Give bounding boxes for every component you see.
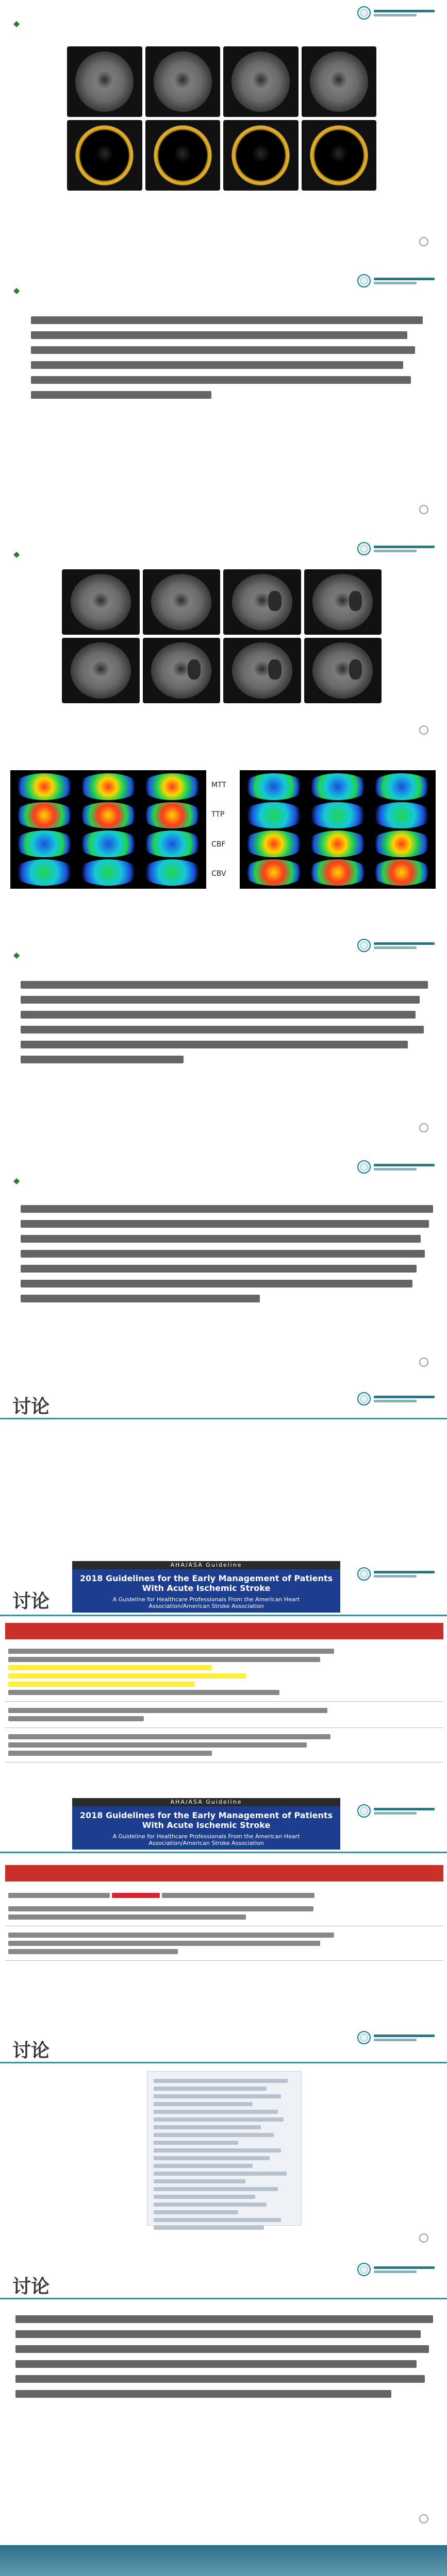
rec-level	[397, 1642, 443, 1702]
rec-level	[397, 1926, 443, 1961]
wechat-watermark-icon	[419, 725, 428, 735]
perfusion-map	[13, 859, 75, 886]
perfusion-map	[141, 831, 203, 857]
slide-title	[13, 547, 23, 560]
discharge-line	[21, 1011, 416, 1019]
perfusion-map	[371, 773, 433, 800]
wechat-watermark-icon	[419, 2514, 428, 2523]
guideline-subtitle: A Guideline for Healthcare Professionals From the American Heart Association/American Stroke Association	[112, 1833, 300, 1846]
time-window-band	[5, 1865, 443, 1882]
exam-line	[31, 346, 415, 354]
hospital-logo-icon	[357, 938, 435, 953]
hospital-logo-icon	[357, 2262, 435, 2277]
guideline-header	[72, 1798, 340, 1850]
time-window-band	[5, 1623, 443, 1639]
ct-slice	[223, 638, 301, 703]
wechat-watermark	[419, 1358, 432, 1367]
hospital-logo-icon	[357, 1566, 435, 1582]
wechat-watermark	[419, 2514, 432, 2523]
perfusion-map	[243, 859, 305, 886]
discharge-text-block	[21, 974, 428, 1071]
rec-level	[397, 1702, 443, 1728]
exam-line	[31, 316, 423, 324]
label-cbv: CBV	[211, 870, 226, 878]
perfusion-map	[243, 831, 305, 857]
summary-line	[15, 2375, 425, 2383]
title-rule	[0, 1418, 447, 1419]
slide-guideline-0-6h	[0, 1561, 447, 1798]
slide-title	[13, 948, 23, 961]
perfusion-panel-pre	[10, 770, 206, 889]
perfusion-panel-post	[240, 770, 436, 889]
followup-line	[21, 1205, 433, 1213]
ct-slice	[67, 46, 142, 117]
discharge-line	[21, 1056, 184, 1063]
wechat-watermark	[419, 725, 432, 735]
followup-line	[21, 1220, 429, 1228]
slide-postop-day1-exam	[0, 268, 447, 536]
ct-slice	[223, 46, 299, 117]
ct-slice	[302, 46, 377, 117]
rec-grade	[351, 1642, 397, 1702]
perfusion-map	[141, 859, 203, 886]
slide-title	[13, 1174, 23, 1187]
table-row	[5, 1702, 443, 1728]
perfusion-map	[371, 831, 433, 857]
summary-line	[15, 2390, 391, 2398]
wechat-watermark	[419, 1123, 432, 1132]
wechat-watermark-icon	[419, 1358, 428, 1367]
slide-discharge-exam	[0, 933, 447, 1154]
slide-title	[13, 283, 23, 296]
followup-line	[21, 1250, 425, 1258]
rec-text	[5, 1702, 351, 1728]
slide-title	[13, 16, 23, 29]
discharge-line	[21, 996, 420, 1004]
followup-line	[21, 1235, 421, 1243]
perfusion-map	[77, 831, 139, 857]
hospital-logo-icon	[357, 1391, 435, 1406]
ct-slice	[223, 569, 301, 635]
rec-text	[5, 1728, 351, 1762]
guideline-subtitle: A Guideline for Healthcare Professionals From the American Heart Association/American Stroke Association	[112, 1596, 300, 1609]
table-row	[5, 1728, 443, 1762]
perfusion-map	[307, 859, 369, 886]
rec-level	[397, 1728, 443, 1762]
ct-slice	[145, 120, 221, 191]
ct-slice	[304, 638, 382, 703]
slide-perfusion-comparison	[0, 747, 447, 933]
hospital-logo-icon	[357, 273, 435, 289]
perfusion-map	[141, 773, 203, 800]
recommendation-table	[5, 1887, 443, 1961]
guideline-title: 2018 Guidelines for the Early Management of Patients With Acute Ischemic Stroke	[79, 1573, 333, 1593]
discussion-title: 讨论	[12, 2276, 50, 2297]
hospital-logo-icon	[357, 541, 435, 556]
discussion-title: 讨论	[12, 1591, 50, 1612]
ct-slice	[302, 120, 377, 191]
rec-grade	[351, 1887, 397, 1926]
wechat-watermark	[419, 237, 432, 246]
perfusion-map	[307, 802, 369, 829]
guideline-document-image	[147, 2071, 302, 2226]
guideline-title: 2018 Guidelines for the Early Management of Patients With Acute Ischemic Stroke	[79, 1810, 333, 1830]
exam-line	[31, 376, 411, 384]
rec-text	[5, 1926, 351, 1961]
perfusion-map	[13, 773, 75, 800]
table-row	[5, 1642, 443, 1702]
ct-slice	[304, 569, 382, 635]
summary-line	[15, 2360, 417, 2368]
wechat-watermark-icon	[419, 2233, 428, 2243]
followup-text-block	[21, 1198, 433, 1310]
perfusion-map	[371, 802, 433, 829]
discharge-line	[21, 1026, 424, 1033]
discharge-line	[21, 1041, 408, 1048]
slide-ct-0927	[0, 0, 447, 268]
ct-slice	[143, 569, 221, 635]
hospital-logo-icon	[357, 2030, 435, 2045]
title-rule	[0, 2062, 447, 2063]
title-rule	[0, 2298, 447, 2299]
perfusion-map	[371, 859, 433, 886]
perfusion-map	[307, 773, 369, 800]
label-cbf: CBF	[211, 840, 226, 849]
perfusion-map	[141, 802, 203, 829]
summary-line	[15, 2315, 433, 2323]
followup-line	[21, 1295, 260, 1302]
ct-slice	[62, 569, 140, 635]
perfusion-map	[77, 859, 139, 886]
summary-text-block	[15, 2308, 433, 2405]
ct-slice	[145, 46, 221, 117]
slide-followup-3months	[0, 1154, 447, 1386]
slide-thank-you	[0, 2545, 447, 2576]
perfusion-map	[243, 773, 305, 800]
summary-line	[15, 2345, 429, 2353]
discharge-line	[21, 981, 428, 989]
ct-slice	[62, 638, 140, 703]
rec-grade	[351, 1728, 397, 1762]
guideline-org: AHA/ASA Guideline	[72, 1561, 340, 1569]
perfusion-map	[307, 831, 369, 857]
slide-ct-0928	[0, 536, 447, 747]
table-row	[5, 1926, 443, 1961]
ct-slice	[143, 638, 221, 703]
rec-text	[5, 1887, 351, 1926]
slide-discussion-summary	[0, 2257, 447, 2545]
summary-line	[15, 2330, 421, 2338]
hospital-logo-icon	[357, 1159, 435, 1175]
rec-grade	[351, 1702, 397, 1728]
perfusion-map	[13, 802, 75, 829]
perfusion-map	[13, 831, 75, 857]
rec-text	[5, 1642, 351, 1702]
perfusion-map	[77, 802, 139, 829]
rec-grade	[351, 1926, 397, 1961]
ct-image-grid	[67, 46, 376, 191]
recommendation-table	[5, 1642, 443, 1762]
hospital-logo-icon	[357, 1803, 435, 1819]
label-mtt: MTT	[211, 781, 226, 789]
slide-discussion-trials	[0, 1386, 447, 1561]
ct-slice	[223, 120, 299, 191]
title-rule	[0, 1852, 447, 1853]
ct-slice	[67, 120, 142, 191]
exam-line	[31, 391, 211, 399]
perfusion-map	[243, 802, 305, 829]
guideline-org: AHA/ASA Guideline	[72, 1798, 340, 1806]
exam-line	[31, 331, 407, 339]
slide-guideline-6-24h	[0, 1798, 447, 2025]
perfusion-map	[77, 773, 139, 800]
discussion-title: 讨论	[12, 2040, 50, 2061]
exam-line	[31, 361, 403, 369]
guideline-header	[72, 1561, 340, 1613]
ct-image-grid	[62, 569, 382, 703]
slide-chinese-guideline	[0, 2025, 447, 2257]
hospital-logo-icon	[357, 5, 435, 21]
table-row	[5, 1887, 443, 1926]
followup-line	[21, 1265, 417, 1273]
perfusion-labels	[211, 770, 237, 889]
rec-level	[397, 1887, 443, 1926]
discussion-title: 讨论	[12, 1396, 50, 1417]
wechat-watermark-icon	[419, 505, 428, 514]
exam-text-block	[31, 309, 423, 406]
title-rule	[0, 1615, 447, 1616]
label-ttp: TTP	[211, 810, 225, 819]
wechat-watermark-icon	[419, 1123, 428, 1132]
wechat-watermark-icon	[419, 237, 428, 246]
followup-line	[21, 1280, 412, 1287]
wechat-watermark	[419, 505, 432, 514]
wechat-watermark	[419, 2233, 432, 2243]
